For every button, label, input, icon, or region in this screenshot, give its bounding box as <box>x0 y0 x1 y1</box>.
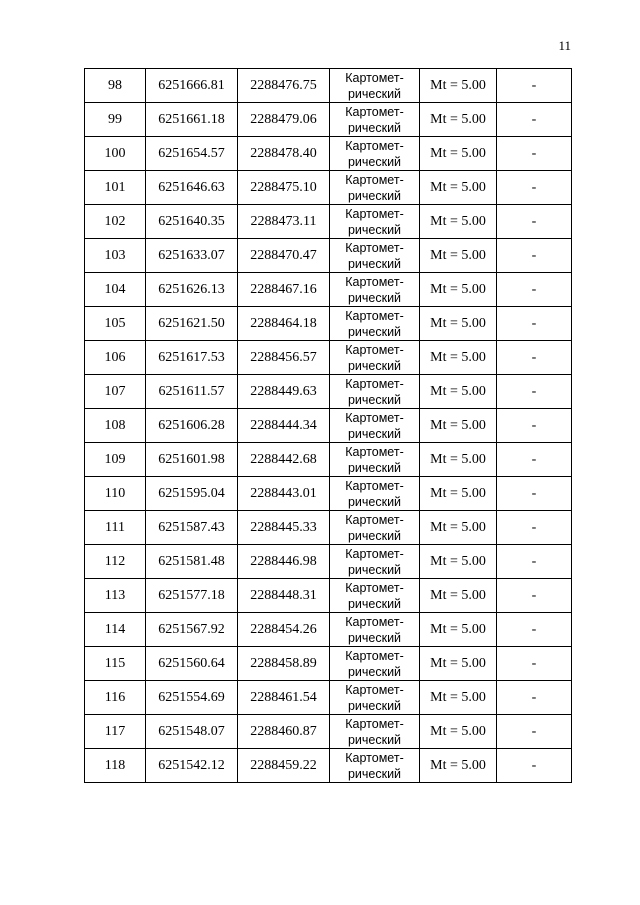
method-line-1: Картомет- <box>345 206 404 221</box>
method-line-1: Картомет- <box>345 172 404 187</box>
table-row <box>85 613 572 647</box>
x-coordinate-cell: 6251560.64 <box>146 647 238 681</box>
method-line-1: Картомет- <box>345 342 404 357</box>
method-cell <box>330 239 420 273</box>
table-row <box>85 69 572 103</box>
description-cell: - <box>497 443 572 477</box>
method-line-1: Картомет- <box>345 648 404 663</box>
accuracy-cell: Mt = 5.00 <box>420 307 497 341</box>
method-cell <box>330 171 420 205</box>
point-number-cell: 117 <box>85 715 146 749</box>
accuracy-cell: Mt = 5.00 <box>420 375 497 409</box>
point-number-cell: 102 <box>85 205 146 239</box>
accuracy-cell: Mt = 5.00 <box>420 103 497 137</box>
x-coordinate-cell: 6251581.48 <box>146 545 238 579</box>
method-line-1: Картомет- <box>345 308 404 323</box>
method-cell <box>330 375 420 409</box>
x-coordinate-cell: 6251567.92 <box>146 613 238 647</box>
table-body <box>85 69 572 783</box>
point-number-cell: 99 <box>85 103 146 137</box>
method-line-1: Картомет- <box>345 104 404 119</box>
point-number-cell: 103 <box>85 239 146 273</box>
method-cell <box>330 443 420 477</box>
method-line-2: рический <box>347 596 402 611</box>
description-cell: - <box>497 409 572 443</box>
accuracy-cell: Mt = 5.00 <box>420 273 497 307</box>
method-line-2: рический <box>347 562 402 577</box>
method-cell <box>330 545 420 579</box>
method-line-2: рический <box>347 460 402 475</box>
method-line-1: Картомет- <box>345 138 404 153</box>
description-cell: - <box>497 239 572 273</box>
method-line-1: Картомет- <box>345 70 404 85</box>
method-line-2: рический <box>347 358 402 373</box>
method-line-2: рический <box>347 222 402 237</box>
table-row <box>85 103 572 137</box>
method-line-2: рический <box>347 426 402 441</box>
table-row <box>85 307 572 341</box>
x-coordinate-cell: 6251621.50 <box>146 307 238 341</box>
method-line-1: Картомет- <box>345 444 404 459</box>
table-row <box>85 341 572 375</box>
table-row <box>85 579 572 613</box>
x-coordinate-cell: 6251640.35 <box>146 205 238 239</box>
method-cell <box>330 681 420 715</box>
accuracy-cell: Mt = 5.00 <box>420 443 497 477</box>
description-cell: - <box>497 477 572 511</box>
table-row <box>85 545 572 579</box>
point-number-cell: 104 <box>85 273 146 307</box>
method-cell <box>330 579 420 613</box>
y-coordinate-cell: 2288473.11 <box>238 205 330 239</box>
y-coordinate-cell: 2288456.57 <box>238 341 330 375</box>
page-number: 11 <box>558 38 571 53</box>
x-coordinate-cell: 6251595.04 <box>146 477 238 511</box>
table-row <box>85 749 572 783</box>
x-coordinate-cell: 6251587.43 <box>146 511 238 545</box>
accuracy-cell: Mt = 5.00 <box>420 511 497 545</box>
method-line-2: рический <box>347 256 402 271</box>
method-line-2: рический <box>347 494 402 509</box>
accuracy-cell: Mt = 5.00 <box>420 647 497 681</box>
y-coordinate-cell: 2288461.54 <box>238 681 330 715</box>
x-coordinate-cell: 6251577.18 <box>146 579 238 613</box>
x-coordinate-cell: 6251542.12 <box>146 749 238 783</box>
method-cell <box>330 715 420 749</box>
table-row <box>85 171 572 205</box>
method-cell <box>330 511 420 545</box>
table-row <box>85 409 572 443</box>
method-cell <box>330 409 420 443</box>
accuracy-cell: Mt = 5.00 <box>420 681 497 715</box>
description-cell: - <box>497 613 572 647</box>
table-row <box>85 375 572 409</box>
x-coordinate-cell: 6251606.28 <box>146 409 238 443</box>
method-line-2: рический <box>347 120 402 135</box>
method-line-2: рический <box>347 86 402 101</box>
accuracy-cell: Mt = 5.00 <box>420 171 497 205</box>
point-number-cell: 106 <box>85 341 146 375</box>
accuracy-cell: Mt = 5.00 <box>420 715 497 749</box>
x-coordinate-cell: 6251654.57 <box>146 137 238 171</box>
point-number-cell: 112 <box>85 545 146 579</box>
accuracy-cell: Mt = 5.00 <box>420 579 497 613</box>
method-line-2: рический <box>347 324 402 339</box>
point-number-cell: 101 <box>85 171 146 205</box>
table-row <box>85 137 572 171</box>
point-number-cell: 105 <box>85 307 146 341</box>
point-number-cell: 113 <box>85 579 146 613</box>
method-line-1: Картомет- <box>345 682 404 697</box>
method-line-1: Картомет- <box>345 478 404 493</box>
method-line-2: рический <box>347 528 402 543</box>
y-coordinate-cell: 2288467.16 <box>238 273 330 307</box>
method-cell <box>330 273 420 307</box>
method-line-2: рический <box>347 188 402 203</box>
x-coordinate-cell: 6251548.07 <box>146 715 238 749</box>
description-cell: - <box>497 511 572 545</box>
x-coordinate-cell: 6251611.57 <box>146 375 238 409</box>
accuracy-cell: Mt = 5.00 <box>420 137 497 171</box>
x-coordinate-cell: 6251617.53 <box>146 341 238 375</box>
method-line-1: Картомет- <box>345 376 404 391</box>
accuracy-cell: Mt = 5.00 <box>420 477 497 511</box>
method-line-1: Картомет- <box>345 240 404 255</box>
method-line-2: рический <box>347 698 402 713</box>
table-row <box>85 511 572 545</box>
method-cell <box>330 749 420 783</box>
x-coordinate-cell: 6251646.63 <box>146 171 238 205</box>
method-line-1: Картомет- <box>345 546 404 561</box>
point-number-cell: 111 <box>85 511 146 545</box>
point-number-cell: 116 <box>85 681 146 715</box>
description-cell: - <box>497 69 572 103</box>
table-row <box>85 205 572 239</box>
y-coordinate-cell: 2288475.10 <box>238 171 330 205</box>
description-cell: - <box>497 171 572 205</box>
method-line-1: Картомет- <box>345 716 404 731</box>
method-cell <box>330 341 420 375</box>
y-coordinate-cell: 2288459.22 <box>238 749 330 783</box>
point-number-cell: 114 <box>85 613 146 647</box>
method-cell <box>330 69 420 103</box>
point-number-cell: 110 <box>85 477 146 511</box>
y-coordinate-cell: 2288479.06 <box>238 103 330 137</box>
y-coordinate-cell: 2288442.68 <box>238 443 330 477</box>
method-line-1: Картомет- <box>345 614 404 629</box>
method-line-2: рический <box>347 154 402 169</box>
y-coordinate-cell: 2288444.34 <box>238 409 330 443</box>
description-cell: - <box>497 137 572 171</box>
description-cell: - <box>497 103 572 137</box>
method-cell <box>330 477 420 511</box>
y-coordinate-cell: 2288443.01 <box>238 477 330 511</box>
y-coordinate-cell: 2288478.40 <box>238 137 330 171</box>
x-coordinate-cell: 6251633.07 <box>146 239 238 273</box>
description-cell: - <box>497 307 572 341</box>
description-cell: - <box>497 205 572 239</box>
method-cell <box>330 307 420 341</box>
x-coordinate-cell: 6251661.18 <box>146 103 238 137</box>
table-row <box>85 273 572 307</box>
y-coordinate-cell: 2288446.98 <box>238 545 330 579</box>
method-line-2: рический <box>347 392 402 407</box>
x-coordinate-cell: 6251666.81 <box>146 69 238 103</box>
table-row <box>85 477 572 511</box>
y-coordinate-cell: 2288448.31 <box>238 579 330 613</box>
accuracy-cell: Mt = 5.00 <box>420 545 497 579</box>
point-number-cell: 98 <box>85 69 146 103</box>
description-cell: - <box>497 715 572 749</box>
method-cell <box>330 205 420 239</box>
method-line-1: Картомет- <box>345 512 404 527</box>
method-cell <box>330 647 420 681</box>
table-row <box>85 647 572 681</box>
point-number-cell: 109 <box>85 443 146 477</box>
y-coordinate-cell: 2288470.47 <box>238 239 330 273</box>
coordinates-table <box>84 68 572 783</box>
point-number-cell: 108 <box>85 409 146 443</box>
method-cell <box>330 103 420 137</box>
method-line-2: рический <box>347 766 402 781</box>
y-coordinate-cell: 2288458.89 <box>238 647 330 681</box>
description-cell: - <box>497 647 572 681</box>
method-line-1: Картомет- <box>345 580 404 595</box>
accuracy-cell: Mt = 5.00 <box>420 239 497 273</box>
accuracy-cell: Mt = 5.00 <box>420 69 497 103</box>
accuracy-cell: Mt = 5.00 <box>420 749 497 783</box>
y-coordinate-cell: 2288476.75 <box>238 69 330 103</box>
table-row <box>85 443 572 477</box>
y-coordinate-cell: 2288454.26 <box>238 613 330 647</box>
y-coordinate-cell: 2288464.18 <box>238 307 330 341</box>
point-number-cell: 115 <box>85 647 146 681</box>
method-cell <box>330 137 420 171</box>
accuracy-cell: Mt = 5.00 <box>420 205 497 239</box>
table-row <box>85 681 572 715</box>
method-cell <box>330 613 420 647</box>
method-line-1: Картомет- <box>345 274 404 289</box>
point-number-cell: 100 <box>85 137 146 171</box>
description-cell: - <box>497 375 572 409</box>
accuracy-cell: Mt = 5.00 <box>420 341 497 375</box>
description-cell: - <box>497 681 572 715</box>
description-cell: - <box>497 545 572 579</box>
method-line-2: рический <box>347 290 402 305</box>
y-coordinate-cell: 2288445.33 <box>238 511 330 545</box>
x-coordinate-cell: 6251626.13 <box>146 273 238 307</box>
point-number-cell: 118 <box>85 749 146 783</box>
description-cell: - <box>497 341 572 375</box>
method-line-2: рический <box>347 630 402 645</box>
x-coordinate-cell: 6251601.98 <box>146 443 238 477</box>
y-coordinate-cell: 2288449.63 <box>238 375 330 409</box>
accuracy-cell: Mt = 5.00 <box>420 409 497 443</box>
description-cell: - <box>497 749 572 783</box>
table-row <box>85 715 572 749</box>
table-row <box>85 239 572 273</box>
method-line-1: Картомет- <box>345 750 404 765</box>
description-cell: - <box>497 273 572 307</box>
method-line-1: Картомет- <box>345 410 404 425</box>
point-number-cell: 107 <box>85 375 146 409</box>
accuracy-cell: Mt = 5.00 <box>420 613 497 647</box>
method-line-2: рический <box>347 664 402 679</box>
x-coordinate-cell: 6251554.69 <box>146 681 238 715</box>
method-line-2: рический <box>347 732 402 747</box>
description-cell: - <box>497 579 572 613</box>
y-coordinate-cell: 2288460.87 <box>238 715 330 749</box>
